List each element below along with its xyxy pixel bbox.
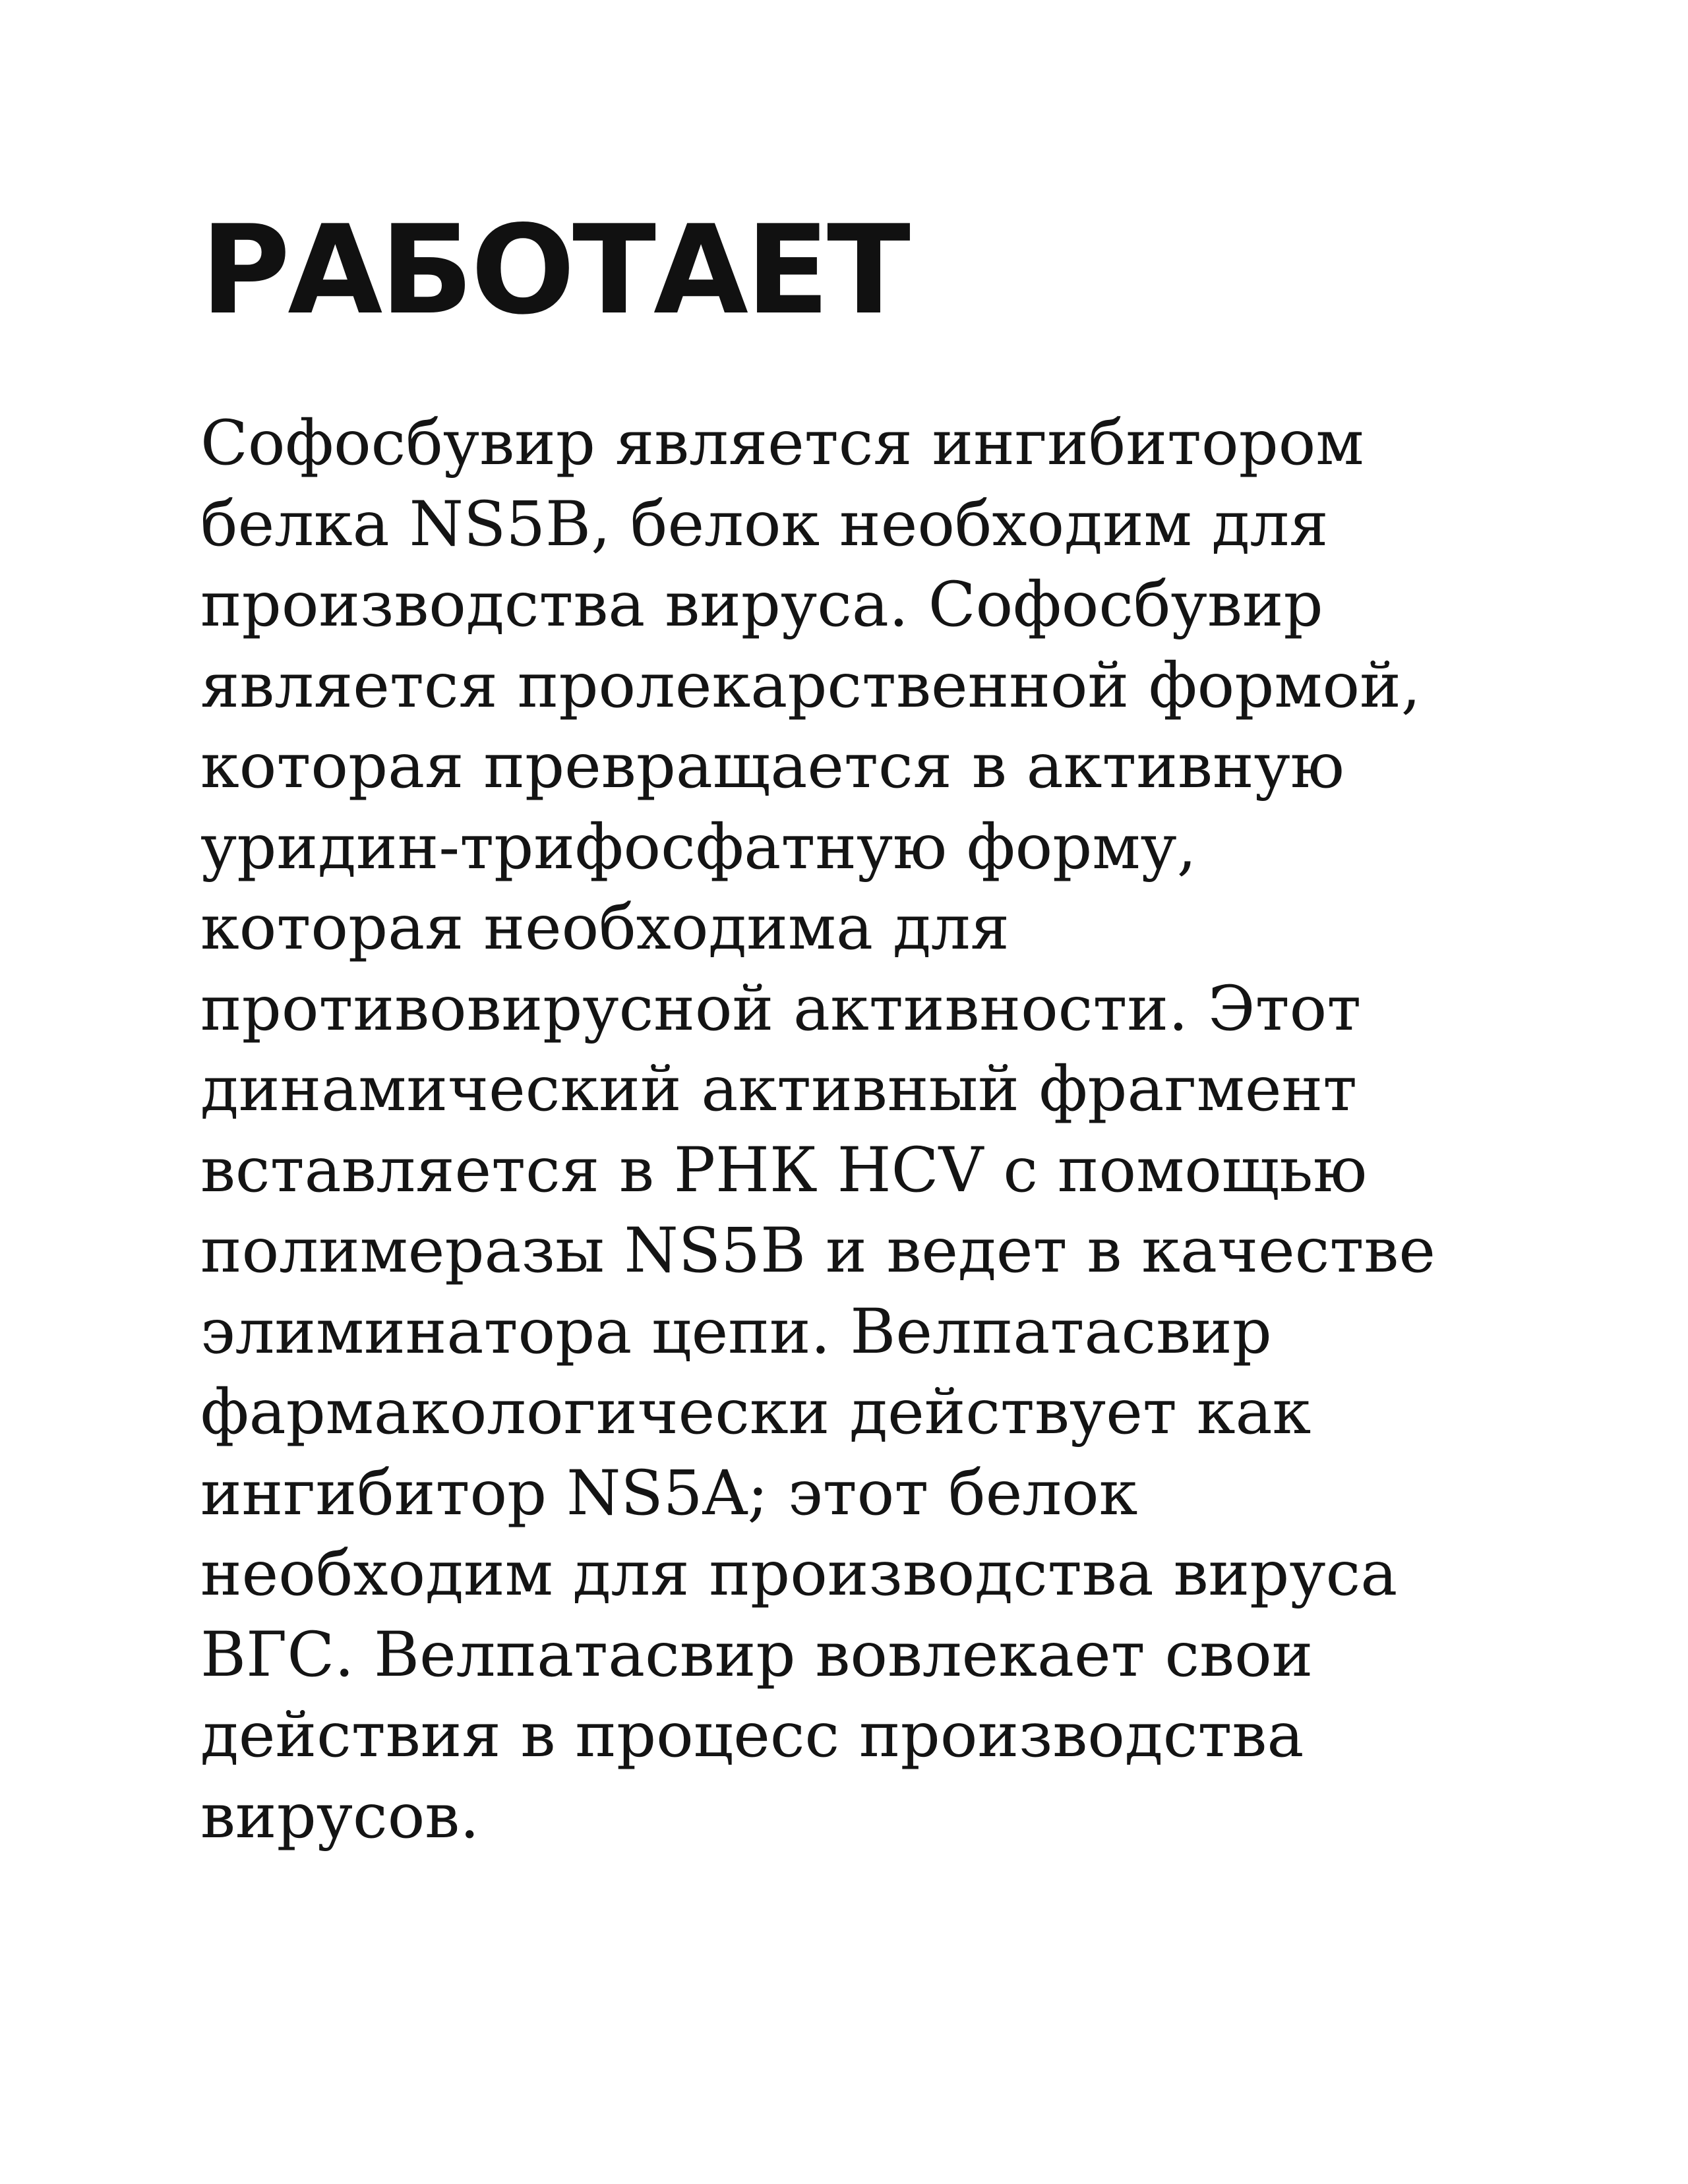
- description-paragraph: [200, 403, 1519, 1857]
- paragraph-line: противовирусной активности. Этот: [200, 972, 1362, 1045]
- paragraph-line: уридин-трифосфатную форму,: [200, 811, 1197, 883]
- paragraph-line: вставляется в РНК HCV с помощью: [200, 1134, 1368, 1206]
- paragraph-line: действия в процесс производства: [200, 1699, 1304, 1771]
- paragraph-line: вирусов.: [200, 1780, 480, 1852]
- paragraph-line: полимеразы NS5B и ведет в качестве: [200, 1215, 1435, 1287]
- paragraph-line: элиминатора цепи. Велпатасвир: [200, 1295, 1272, 1368]
- paragraph-line: производства вируса. Софосбувир: [200, 569, 1323, 641]
- paragraph-line: белка NS5B, белок необходим для: [200, 488, 1329, 560]
- paragraph-line: ВГС. Велпатасвир вовлекает свои: [200, 1618, 1313, 1691]
- paragraph-line: является пролекарственной формой,: [200, 649, 1421, 722]
- paragraph-line: фармакологически действует как: [200, 1376, 1311, 1448]
- paragraph-line: Софосбувир является ингибитором: [200, 407, 1364, 479]
- page-title: РАБОТАЕТ: [200, 198, 908, 341]
- paragraph-line: необходим для производства вируса: [200, 1538, 1398, 1610]
- paragraph-line: ингибитор NS5A; этот белок: [200, 1457, 1138, 1529]
- paragraph-line: которая необходима для: [200, 892, 1010, 964]
- paragraph-line: динамический активный фрагмент: [200, 1053, 1358, 1125]
- paragraph-line: которая превращается в активную: [200, 730, 1344, 802]
